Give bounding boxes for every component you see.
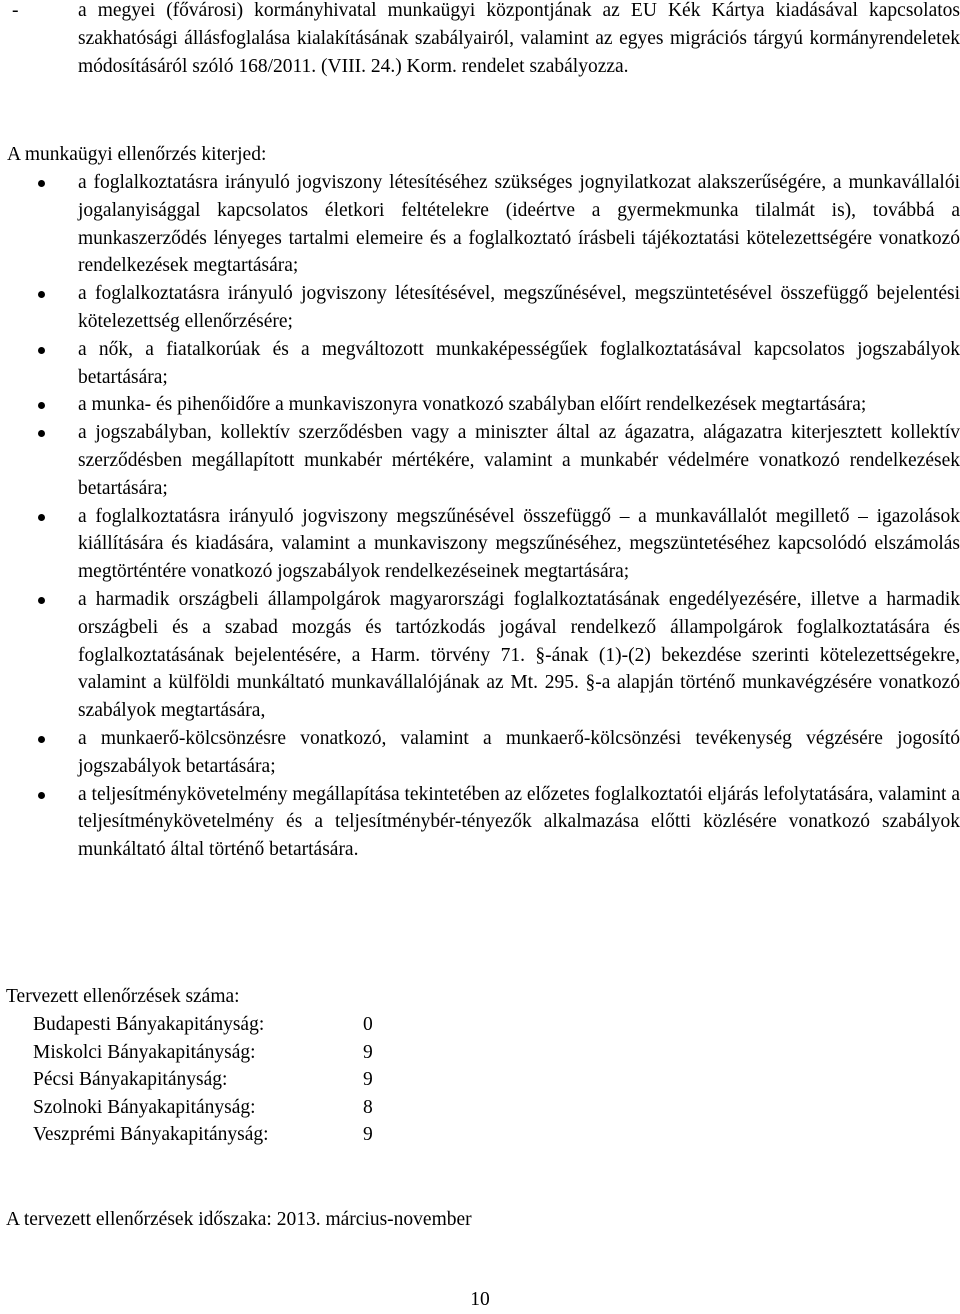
list-item-text: a munkaerő-kölcsönzésre vonatkozó, valamint a munkaerő-kölcsönzési tevékenység végzésére jogosító jogszabályok betartására; — [78, 727, 960, 777]
table-row — [33, 1039, 433, 1067]
intro-text: A munkaügyi ellenőrzés kiterjed: — [7, 144, 267, 165]
list-item — [0, 503, 960, 586]
dash-item-text: a megyei (fővárosi) kormányhivatal munkaügyi központjának az EU Kék Kártya kiadásával kapcsolatos szakhatósági állásfoglalása kialakításának szabályairól, valamint az egyes migrációs tárgyú kormányrendeletek módosításáról szóló 168/2011. (VIII. 24.) Korm. rendelet szabályozza. — [78, 0, 960, 77]
list-item-text: a foglalkoztatásra irányuló jogviszony megszűnésével összefüggő – a munkavállalót megillető – igazolások kiállítására és kiadására, valamint a munkaviszony megszűnéséhez, megszüntetéséhez kapcsolódó elszámolás megtörténtére vonatkozó jogszabályok rendelkezéseinek megtartására; — [78, 505, 960, 583]
list-item — [0, 725, 960, 781]
list-item-text: a foglalkoztatásra irányuló jogviszony létesítésével, megszűnésével, megszüntetésével összefüggő bejelentési kötelezettség ellenőrzésére; — [78, 283, 960, 332]
list-item — [0, 781, 960, 864]
list-item-text: a munka- és pihenőidőre a munkaviszonyra vonatkozó szabályban előírt rendelkezések megtartására; — [78, 394, 867, 416]
district-name: Budapesti Bányakapitányság: — [33, 1014, 265, 1035]
bullet-icon — [38, 792, 45, 799]
inspection-period: A tervezett ellenőrzések időszaka: 2013. március-november — [6, 1209, 472, 1230]
dash-marker: - — [12, 0, 19, 21]
inspection-count: 8 — [363, 1096, 373, 1118]
bullet-icon — [38, 180, 45, 187]
page-number: 10 — [470, 1289, 490, 1310]
bullet-icon — [38, 291, 45, 298]
table-row — [33, 1011, 433, 1039]
bullet-icon — [38, 402, 45, 409]
inspection-count: 9 — [363, 1041, 373, 1063]
list-item — [0, 419, 960, 502]
list-item — [0, 280, 960, 336]
list-item — [0, 336, 960, 392]
planned-inspections-label: Tervezett ellenőrzések száma: — [6, 986, 240, 1007]
bullet-icon — [38, 514, 45, 521]
dash-list-item — [0, 0, 960, 80]
inspection-count: 9 — [363, 1124, 373, 1146]
bullet-icon — [38, 597, 45, 604]
bullet-icon — [38, 347, 45, 354]
list-item-text: a nők, a fiatalkorúak és a megváltozott munkaképességűek foglalkoztatásával kapcsolatos jogszabályok betartására; — [78, 338, 960, 388]
list-item — [0, 586, 960, 725]
planned-inspections-table — [33, 1011, 433, 1149]
table-row — [33, 1094, 433, 1122]
inspection-scope-list — [0, 169, 960, 864]
list-item-text: a harmadik országbeli állampolgárok magyarországi foglalkoztatásának engedélyezésére, illetve a harmadik országbeli és a szabad mozgás és tartózkodás jogával rendelkező állampolgárok foglalkoztatására és foglalkoztatásának bejelentésére, a Harm. törvény 71. §-ának (1)-(2) bekezdése szerinti kötelezettségekre, valamint a külföldi munkáltató munkavállalójának az Mt. 295. §-a alapján történő munkavégzésére vonatkozó szabályok megtartására, — [78, 588, 960, 722]
district-name: Pécsi Bányakapitányság: — [33, 1069, 228, 1091]
list-item-text: a foglalkoztatásra irányuló jogviszony létesítéséhez szükséges jognyilatkozat alakszerűségére, a munkavállalói jogalanyisággal kapcsolatos életkori feltételekre (ideértve a gyermekmunka tilalmát is), továbbá a munkaszerződés lényeges tartalmi elemeire és a foglalkoztató írásbeli tájékoztatási kötelezettségére vonatkozó rendelkezések megtartására; — [78, 172, 960, 277]
district-name: Veszprémi Bányakapitányság: — [33, 1124, 269, 1146]
inspection-count: 9 — [363, 1069, 373, 1091]
district-name: Szolnoki Bányakapitányság: — [33, 1096, 256, 1118]
district-name: Miskolci Bányakapitányság: — [33, 1041, 256, 1063]
list-item-text: a teljesítménykövetelmény megállapítása tekintetében az előzetes foglalkoztatói eljárás lefolytatására, valamint a teljesítménykövetelmény és a teljesítménybér-tényezők alkalmazása előtti közlésére vonatkozó szabályok munkáltató által történő betartására. — [78, 783, 960, 861]
bullet-icon — [38, 430, 45, 437]
list-item — [0, 391, 960, 419]
table-row — [33, 1121, 433, 1149]
inspection-count: 0 — [363, 1014, 373, 1035]
list-item — [0, 169, 960, 280]
table-row — [33, 1066, 433, 1094]
list-item-text: a jogszabályban, kollektív szerződésben vagy a miniszter által az ágazatra, alágazatra kiterjesztett kollektív szerződésben megállapított munkabér mértékére, valamint a munkabér védelmére vonatkozó rendelkezések betartására; — [78, 422, 960, 499]
bullet-icon — [38, 736, 45, 743]
